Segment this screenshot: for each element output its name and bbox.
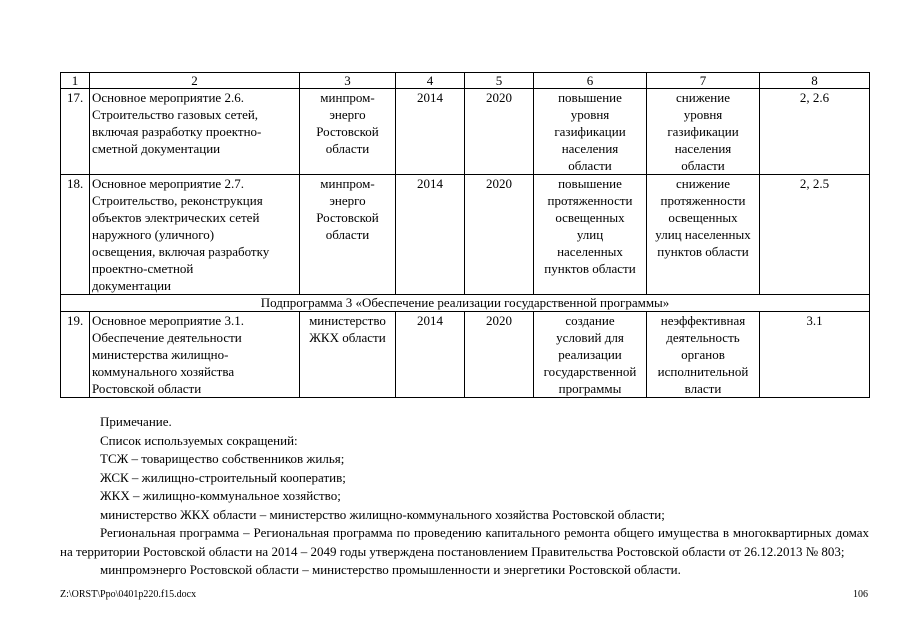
expected-result-line: протяженности [547, 193, 633, 208]
expected-result-line: населения [561, 141, 619, 156]
measure-name-line: Строительство, реконструкция [92, 193, 263, 208]
table-header-row [61, 73, 870, 89]
measure-name-line: Основное мероприятие 2.6. [92, 90, 244, 105]
non-implementation-consequence [647, 312, 760, 398]
non-implementation-consequence-line: неэффективная [660, 313, 746, 328]
measure-name-line: Обеспечение деятельности [92, 330, 242, 345]
regional-program-note: Региональная программа – Региональная программа по проведению капитального ремонта общего имущества в многоквартирных домах на территории Ростовской области на 2014 – 2049 годы утверждена постановлением Правительства Ростовской области от 26.12.2013 № 803; [60, 525, 869, 559]
related-indicators: 3.1 [760, 312, 870, 398]
row-number: 19. [61, 312, 90, 398]
non-implementation-consequence-line: исполнительной [657, 364, 749, 379]
responsible-executor-line: министерство [309, 313, 386, 328]
measure-name-line: наружного (уличного) [92, 227, 215, 242]
start-year: 2014 [396, 175, 465, 295]
page-number: 106 [853, 589, 868, 600]
abbreviation-item: ЖСК – жилищно-строительный кооператив; [100, 469, 346, 485]
measure-name-line: Ростовской области [92, 381, 202, 396]
responsible-executor-line: области [325, 141, 370, 156]
non-implementation-consequence [647, 175, 760, 295]
expected-result-line: государственной [543, 364, 637, 379]
measure-name-line: коммунального хозяйства [92, 364, 235, 379]
measure-name [90, 89, 300, 175]
non-implementation-consequence-line: улиц населенных [655, 227, 751, 242]
non-implementation-consequence-line: освещенных [668, 210, 738, 225]
column-number-header: 4 [396, 73, 465, 89]
non-implementation-consequence-line: области [681, 158, 725, 173]
measure-name-line: сметной документации [92, 141, 221, 156]
measure-name-line: министерства жилищно- [92, 347, 229, 362]
expected-result-line: программы [558, 381, 622, 396]
non-implementation-consequence-line: протяженности [660, 193, 746, 208]
expected-result-line: уровня [570, 107, 610, 122]
column-number-header: 1 [61, 73, 90, 89]
expected-result-line: повышение [558, 90, 622, 105]
start-year: 2014 [396, 89, 465, 175]
row-number: 17. [61, 89, 90, 175]
non-implementation-consequence-line: пунктов области [657, 244, 749, 259]
expected-result-line: реализации [558, 347, 622, 362]
notes-title: Примечание. [100, 414, 172, 429]
expected-result [534, 312, 647, 398]
expected-result [534, 175, 647, 295]
responsible-executor-line: энерго [329, 193, 366, 208]
column-number-header: 3 [300, 73, 396, 89]
measure-name-line: включая разработку проектно- [92, 124, 262, 139]
column-number-header: 7 [647, 73, 760, 89]
expected-result-line: условий для [556, 330, 624, 345]
non-implementation-consequence-line: деятельность [666, 330, 740, 345]
non-implementation-consequence-line: власти [684, 381, 722, 396]
non-implementation-consequence-line: снижение [676, 176, 730, 191]
responsible-executor-line: области [325, 227, 370, 242]
non-implementation-consequence-line: уровня [683, 107, 723, 122]
subprogram-title: Подпрограмма 3 «Обеспечение реализации государственной программы» [61, 295, 870, 312]
abbreviation-item: министерство ЖКХ области – министерство жилищно-коммунального хозяйства Ростовской области; [100, 506, 665, 522]
measure-name [90, 312, 300, 398]
measure-name-line: освещения, включая разработку [92, 244, 270, 259]
non-implementation-consequence-line: органов [681, 347, 725, 362]
column-number-header: 5 [465, 73, 534, 89]
subprogram-row [61, 295, 870, 312]
measure-name-line: объектов электрических сетей [92, 210, 260, 225]
responsible-executor-line: минпром- [320, 176, 375, 191]
expected-result-line: области [568, 158, 612, 173]
measure-name-line: проектно-сметной [92, 261, 194, 276]
row-number: 18. [61, 175, 90, 295]
end-year: 2020 [465, 89, 534, 175]
expected-result [534, 89, 647, 175]
related-indicators: 2, 2.6 [760, 89, 870, 175]
measure-name [90, 175, 300, 295]
abbreviation-item: ТСЖ – товарищество собственников жилья; [100, 451, 345, 466]
expected-result-line: повышение [558, 176, 622, 191]
column-number-header: 2 [90, 73, 300, 89]
responsible-executor [300, 89, 396, 175]
expected-result-line: пунктов области [544, 261, 636, 276]
responsible-executor-line: минпром- [320, 90, 375, 105]
table-row [61, 175, 870, 295]
table-row [61, 89, 870, 175]
expected-result-line: освещенных [555, 210, 625, 225]
expected-result-line: газификации [554, 124, 626, 139]
column-number-header: 8 [760, 73, 870, 89]
abbreviation-item: минпромэнерго Ростовской области – министерство промышленности и энергетики Ростовской области. [100, 562, 681, 577]
measure-name-line: документации [92, 278, 172, 293]
footer-file-path: Z:\ORST\Ppo\0401p220.f15.docx [60, 589, 197, 600]
measure-name-line: Основное мероприятие 2.7. [92, 176, 244, 191]
table-row [61, 312, 870, 398]
end-year: 2020 [465, 175, 534, 295]
responsible-executor [300, 175, 396, 295]
measure-name-line: Основное мероприятие 3.1. [92, 313, 244, 328]
non-implementation-consequence-line: газификации [667, 124, 739, 139]
column-number-header: 6 [534, 73, 647, 89]
expected-result-line: улиц [576, 227, 604, 242]
notes-section [60, 413, 869, 580]
measures-table [60, 72, 870, 398]
responsible-executor [300, 312, 396, 398]
responsible-executor-line: Ростовской [316, 210, 379, 225]
expected-result-line: населенных [557, 244, 623, 259]
measure-name-line: Строительство газовых сетей, [92, 107, 259, 122]
related-indicators: 2, 2.5 [760, 175, 870, 295]
responsible-executor-line: ЖКХ области [309, 330, 386, 345]
abbreviation-item: ЖКХ – жилищно-коммунальное хозяйство; [100, 488, 341, 503]
non-implementation-consequence [647, 89, 760, 175]
start-year: 2014 [396, 312, 465, 398]
abbreviations-heading: Список используемых сокращений: [100, 432, 298, 448]
non-implementation-consequence-line: снижение [676, 90, 730, 105]
responsible-executor-line: Ростовской [316, 124, 379, 139]
responsible-executor-line: энерго [329, 107, 366, 122]
expected-result-line: создание [565, 313, 615, 328]
non-implementation-consequence-line: населения [674, 141, 732, 156]
end-year: 2020 [465, 312, 534, 398]
